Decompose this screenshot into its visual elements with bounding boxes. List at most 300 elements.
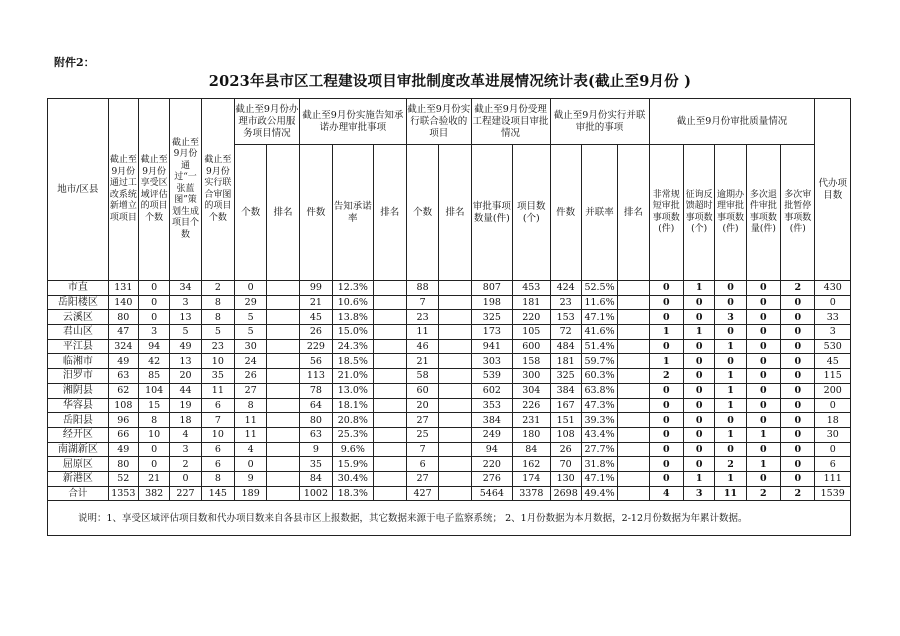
table-cell: 2 [201,281,234,296]
table-cell: 35 [299,457,332,472]
region-name-cell: 屈原区 [48,457,109,472]
table-cell: 10 [201,427,234,442]
table-cell [618,398,649,413]
table-cell: 45 [299,310,332,325]
table-cell: 66 [108,427,138,442]
table-cell: 140 [108,295,138,310]
header-municipal-service: 截止至9月份办理市政公用服务项目情况 [235,99,300,145]
table-cell [618,369,649,384]
table-cell: 49 [108,442,138,457]
table-cell [618,281,649,296]
table-cell [267,281,299,296]
table-cell: 23 [406,310,438,325]
table-cell [267,398,299,413]
header-count: 个数 [406,145,438,281]
table-cell: 8 [201,471,234,486]
table-cell: 1 [715,471,746,486]
table-cell: 52.5% [581,281,617,296]
table-cell: 324 [108,339,138,354]
region-name-cell: 君山区 [48,325,109,340]
table-cell: 88 [406,281,438,296]
table-cell: 131 [108,281,138,296]
table-cell: 111 [815,471,851,486]
table-cell: 0 [746,325,780,340]
table-cell: 304 [513,383,550,398]
table-cell: 2 [781,281,815,296]
table-cell: 158 [513,354,550,369]
table-cell: 46 [406,339,438,354]
table-cell [439,281,471,296]
table-cell: 353 [471,398,512,413]
table-cell: 25.3% [333,427,373,442]
table-cell: 52 [108,471,138,486]
table-cell: 1 [683,281,714,296]
table-cell: 64 [299,398,332,413]
table-cell: 6 [815,457,851,472]
header-joint-drawing-review: 截止至9月份实行联合审图的项目个数 [201,99,234,281]
table-cell: 13 [170,354,201,369]
table-cell [373,427,406,442]
header-region: 地市/区县 [48,99,109,281]
table-cell: 10 [138,427,169,442]
header-quality-q3: 逾期办理审批事项数(件) [715,145,746,281]
table-cell: 1 [715,383,746,398]
header-pieces: 件数 [550,145,581,281]
table-cell [267,354,299,369]
table-cell: 1 [715,339,746,354]
table-cell: 18.1% [333,398,373,413]
table-cell: 0 [649,471,683,486]
table-cell [267,295,299,310]
table-cell: 4 [649,486,683,501]
table-cell: 0 [746,339,780,354]
table-cell: 424 [550,281,581,296]
table-row [48,383,851,398]
table-cell: 10.6% [333,295,373,310]
table-cell: 18 [170,413,201,428]
table-cell: 173 [471,325,512,340]
table-cell: 1539 [815,486,851,501]
table-cell [267,339,299,354]
region-name-cell: 新港区 [48,471,109,486]
header-regional-assessment: 截止至9月份享受区域评估的项目个数 [138,99,169,281]
header-rank: 排名 [373,145,406,281]
table-cell: 0 [683,310,714,325]
table-cell: 96 [108,413,138,428]
table-cell: 0 [649,295,683,310]
table-cell: 27 [235,383,267,398]
table-cell: 8 [201,310,234,325]
table-cell: 145 [201,486,234,501]
table-cell: 25 [406,427,438,442]
table-cell: 104 [138,383,169,398]
table-cell: 200 [815,383,851,398]
table-cell [267,325,299,340]
table-cell: 20 [170,369,201,384]
header-projects-count: 项目数(个) [513,145,550,281]
table-cell [618,486,649,501]
region-name-cell: 岳阳县 [48,413,109,428]
table-cell: 0 [683,369,714,384]
table-cell: 19 [170,398,201,413]
table-cell: 0 [781,325,815,340]
table-cell: 227 [170,486,201,501]
table-cell [618,442,649,457]
table-cell: 0 [781,398,815,413]
table-cell [267,486,299,501]
table-cell [267,413,299,428]
table-cell [439,457,471,472]
table-row [48,339,851,354]
table-cell: 9 [235,471,267,486]
table-cell [373,471,406,486]
page-title: 2023年县市区工程建设项目审批制度改革进展情况统计表(截止至9月份 ) [208,73,692,90]
region-name-cell: 华容县 [48,398,109,413]
table-row [48,354,851,369]
table-cell: 5 [170,325,201,340]
table-cell: 0 [781,295,815,310]
table-cell: 3 [815,325,851,340]
table-cell: 0 [683,413,714,428]
table-cell: 6 [201,442,234,457]
table-cell: 30 [815,427,851,442]
table-cell: 2 [170,457,201,472]
table-cell: 0 [815,295,851,310]
table-cell: 0 [781,471,815,486]
table-cell: 63 [108,369,138,384]
header-pledge-rate: 告知承诺率 [333,145,373,281]
table-cell [618,471,649,486]
table-cell: 45 [815,354,851,369]
table-cell: 4 [235,442,267,457]
table-cell [618,427,649,442]
table-cell: 0 [746,295,780,310]
table-cell: 484 [550,339,581,354]
table-cell: 80 [108,457,138,472]
table-cell: 43.4% [581,427,617,442]
table-cell: 11 [201,383,234,398]
table-cell: 99 [299,281,332,296]
table-cell: 0 [715,442,746,457]
header-quality: 截止至9月份审批质量情况 [649,99,815,145]
table-cell: 9 [299,442,332,457]
table-cell [267,310,299,325]
table-cell [373,281,406,296]
table-cell: 0 [235,281,267,296]
table-cell: 60.3% [581,369,617,384]
table-cell: 13 [170,310,201,325]
table-cell [373,295,406,310]
statistics-table [47,98,851,536]
table-cell: 1 [715,398,746,413]
table-cell: 23 [201,339,234,354]
table-cell: 2 [715,457,746,472]
table-cell: 249 [471,427,512,442]
table-cell: 1 [649,325,683,340]
table-cell: 0 [649,413,683,428]
table-cell: 113 [299,369,332,384]
table-cell: 84 [299,471,332,486]
table-cell: 6 [201,398,234,413]
table-cell: 0 [138,457,169,472]
table-cell: 2 [649,369,683,384]
table-cell: 26 [235,369,267,384]
table-cell: 21 [138,471,169,486]
header-proxy: 代办项目数 [815,99,851,281]
header-blueprint: 截止至9月份通过“一张蓝图”策划生成项目个数 [170,99,201,281]
table-cell: 18.5% [333,354,373,369]
header-parallel-rate: 并联率 [581,145,617,281]
table-cell: 47.1% [581,310,617,325]
table-cell: 0 [138,442,169,457]
table-cell: 59.7% [581,354,617,369]
table-cell [439,295,471,310]
table-cell: 27 [406,413,438,428]
table-cell [618,457,649,472]
table-cell: 12.3% [333,281,373,296]
table-cell: 0 [683,339,714,354]
table-cell [439,486,471,501]
table-cell: 6 [406,457,438,472]
table-cell: 108 [108,398,138,413]
table-cell [618,413,649,428]
table-cell: 11 [235,427,267,442]
table-cell [439,442,471,457]
table-cell: 60 [406,383,438,398]
table-note: 说明：1、享受区域评估项目数和代办项目数来自各县市区上报数据，其它数据来源于电子监察系统； 2、1月份数据为本月数据，2-12月份数据为年累计数据。 [48,501,851,536]
region-name-cell: 南湖新区 [48,442,109,457]
table-cell: 27 [406,471,438,486]
table-cell [267,427,299,442]
table-cell [373,398,406,413]
table-cell: 49.4% [581,486,617,501]
header-rank: 排名 [618,145,649,281]
header-count: 个数 [235,145,267,281]
table-cell: 181 [550,354,581,369]
table-cell: 11 [715,486,746,501]
table-cell: 0 [649,383,683,398]
header-pledge: 截止至9月份实施告知承诺办理审批事项 [299,99,406,145]
table-cell: 807 [471,281,512,296]
table-cell [439,471,471,486]
table-cell: 47.1% [581,471,617,486]
table-cell: 384 [471,413,512,428]
table-cell: 15 [138,398,169,413]
header-parallel-approval: 截止至9月份实行并联审批的事项 [550,99,649,145]
table-cell: 300 [513,369,550,384]
table-cell [439,398,471,413]
table-cell: 0 [746,442,780,457]
table-cell: 63 [299,427,332,442]
table-cell: 62 [108,383,138,398]
table-row [48,442,851,457]
table-cell: 0 [746,398,780,413]
header-rank: 排名 [267,145,299,281]
table-cell: 0 [235,457,267,472]
table-cell: 325 [471,310,512,325]
table-cell [618,383,649,398]
table-cell [373,486,406,501]
table-cell: 80 [299,413,332,428]
header-quality-q1: 非常规短审批事项数(件) [649,145,683,281]
header-new-projects: 截止至9月份通过工改系统新增立项项目 [108,99,138,281]
table-cell: 13.8% [333,310,373,325]
table-cell: 9.6% [333,442,373,457]
table-cell: 430 [815,281,851,296]
table-cell: 0 [683,442,714,457]
table-cell [439,310,471,325]
table-cell: 0 [138,310,169,325]
table-cell: 189 [235,486,267,501]
table-cell [618,310,649,325]
table-cell: 325 [550,369,581,384]
table-cell: 0 [715,281,746,296]
table-cell: 0 [781,413,815,428]
table-cell: 602 [471,383,512,398]
table-cell: 39.3% [581,413,617,428]
region-name-cell: 合计 [48,486,109,501]
table-cell: 0 [683,427,714,442]
table-cell: 115 [815,369,851,384]
table-cell: 0 [649,427,683,442]
table-cell: 0 [715,413,746,428]
table-cell: 20.8% [333,413,373,428]
table-cell: 167 [550,398,581,413]
table-cell: 0 [649,457,683,472]
table-row [48,369,851,384]
table-cell: 5 [235,325,267,340]
table-cell: 3 [170,295,201,310]
table-cell: 130 [550,471,581,486]
table-cell: 70 [550,457,581,472]
table-cell: 18.3% [333,486,373,501]
table-cell: 7 [406,442,438,457]
table-cell: 3 [138,325,169,340]
region-name-cell: 云溪区 [48,310,109,325]
table-cell [618,295,649,310]
table-cell: 94 [138,339,169,354]
table-cell: 0 [138,281,169,296]
table-cell [373,369,406,384]
table-cell: 151 [550,413,581,428]
table-cell: 80 [108,310,138,325]
table-cell: 30 [235,339,267,354]
table-cell: 1 [746,457,780,472]
region-name-cell: 市直 [48,281,109,296]
table-cell [373,339,406,354]
table-cell: 0 [715,295,746,310]
table-cell: 7 [201,413,234,428]
table-cell: 0 [815,398,851,413]
table-cell: 0 [781,354,815,369]
header-quality-q5: 多次审批暂停事项数(件) [781,145,815,281]
table-cell: 0 [781,339,815,354]
table-cell: 31.8% [581,457,617,472]
table-cell: 0 [649,281,683,296]
header-rank: 排名 [439,145,471,281]
table-cell: 26 [550,442,581,457]
table-cell: 15.0% [333,325,373,340]
table-cell [439,354,471,369]
table-cell: 220 [471,457,512,472]
table-cell: 0 [649,310,683,325]
table-cell: 3 [715,310,746,325]
table-cell: 20 [406,398,438,413]
table-cell: 8 [138,413,169,428]
table-cell: 8 [201,295,234,310]
table-cell [373,457,406,472]
table-cell: 0 [746,310,780,325]
table-cell: 33 [815,310,851,325]
table-cell: 0 [138,295,169,310]
table-cell: 3378 [513,486,550,501]
table-row [48,295,851,310]
table-cell: 26 [299,325,332,340]
table-cell: 0 [781,310,815,325]
table-cell: 180 [513,427,550,442]
table-cell: 2698 [550,486,581,501]
table-cell [267,442,299,457]
table-cell [439,369,471,384]
header-accepted-approval: 截止至9月份受理工程建设项目审批情况 [471,99,550,145]
table-cell: 0 [649,339,683,354]
table-cell: 0 [781,457,815,472]
table-cell: 58 [406,369,438,384]
table-cell: 0 [746,354,780,369]
table-cell [439,325,471,340]
table-cell: 153 [550,310,581,325]
table-cell: 0 [683,398,714,413]
table-cell: 63.8% [581,383,617,398]
region-name-cell: 汨罗市 [48,369,109,384]
table-cell: 0 [746,369,780,384]
table-cell: 49 [170,339,201,354]
table-cell [439,383,471,398]
table-row [48,471,851,486]
table-cell: 231 [513,413,550,428]
table-cell: 0 [683,457,714,472]
table-cell: 0 [649,398,683,413]
header-items-count: 审批事项数量(件) [471,145,512,281]
table-cell: 382 [138,486,169,501]
table-cell: 4 [170,427,201,442]
table-cell: 600 [513,339,550,354]
table-cell: 226 [513,398,550,413]
table-cell: 21 [299,295,332,310]
table-cell: 427 [406,486,438,501]
table-cell: 8 [235,398,267,413]
table-row [48,310,851,325]
table-cell: 2 [781,486,815,501]
total-row [48,486,851,501]
attachment-label: 附件2： [54,56,95,69]
table-cell: 3 [683,486,714,501]
table-cell: 42 [138,354,169,369]
table-cell: 84 [513,442,550,457]
table-cell: 0 [170,471,201,486]
table-cell: 229 [299,339,332,354]
table-cell: 1353 [108,486,138,501]
table-cell: 174 [513,471,550,486]
table-cell: 11.6% [581,295,617,310]
table-cell: 34 [170,281,201,296]
region-name-cell: 临湘市 [48,354,109,369]
table-cell: 23 [550,295,581,310]
table-cell: 303 [471,354,512,369]
region-name-cell: 湘阴县 [48,383,109,398]
table-cell: 0 [815,442,851,457]
table-cell: 11 [406,325,438,340]
